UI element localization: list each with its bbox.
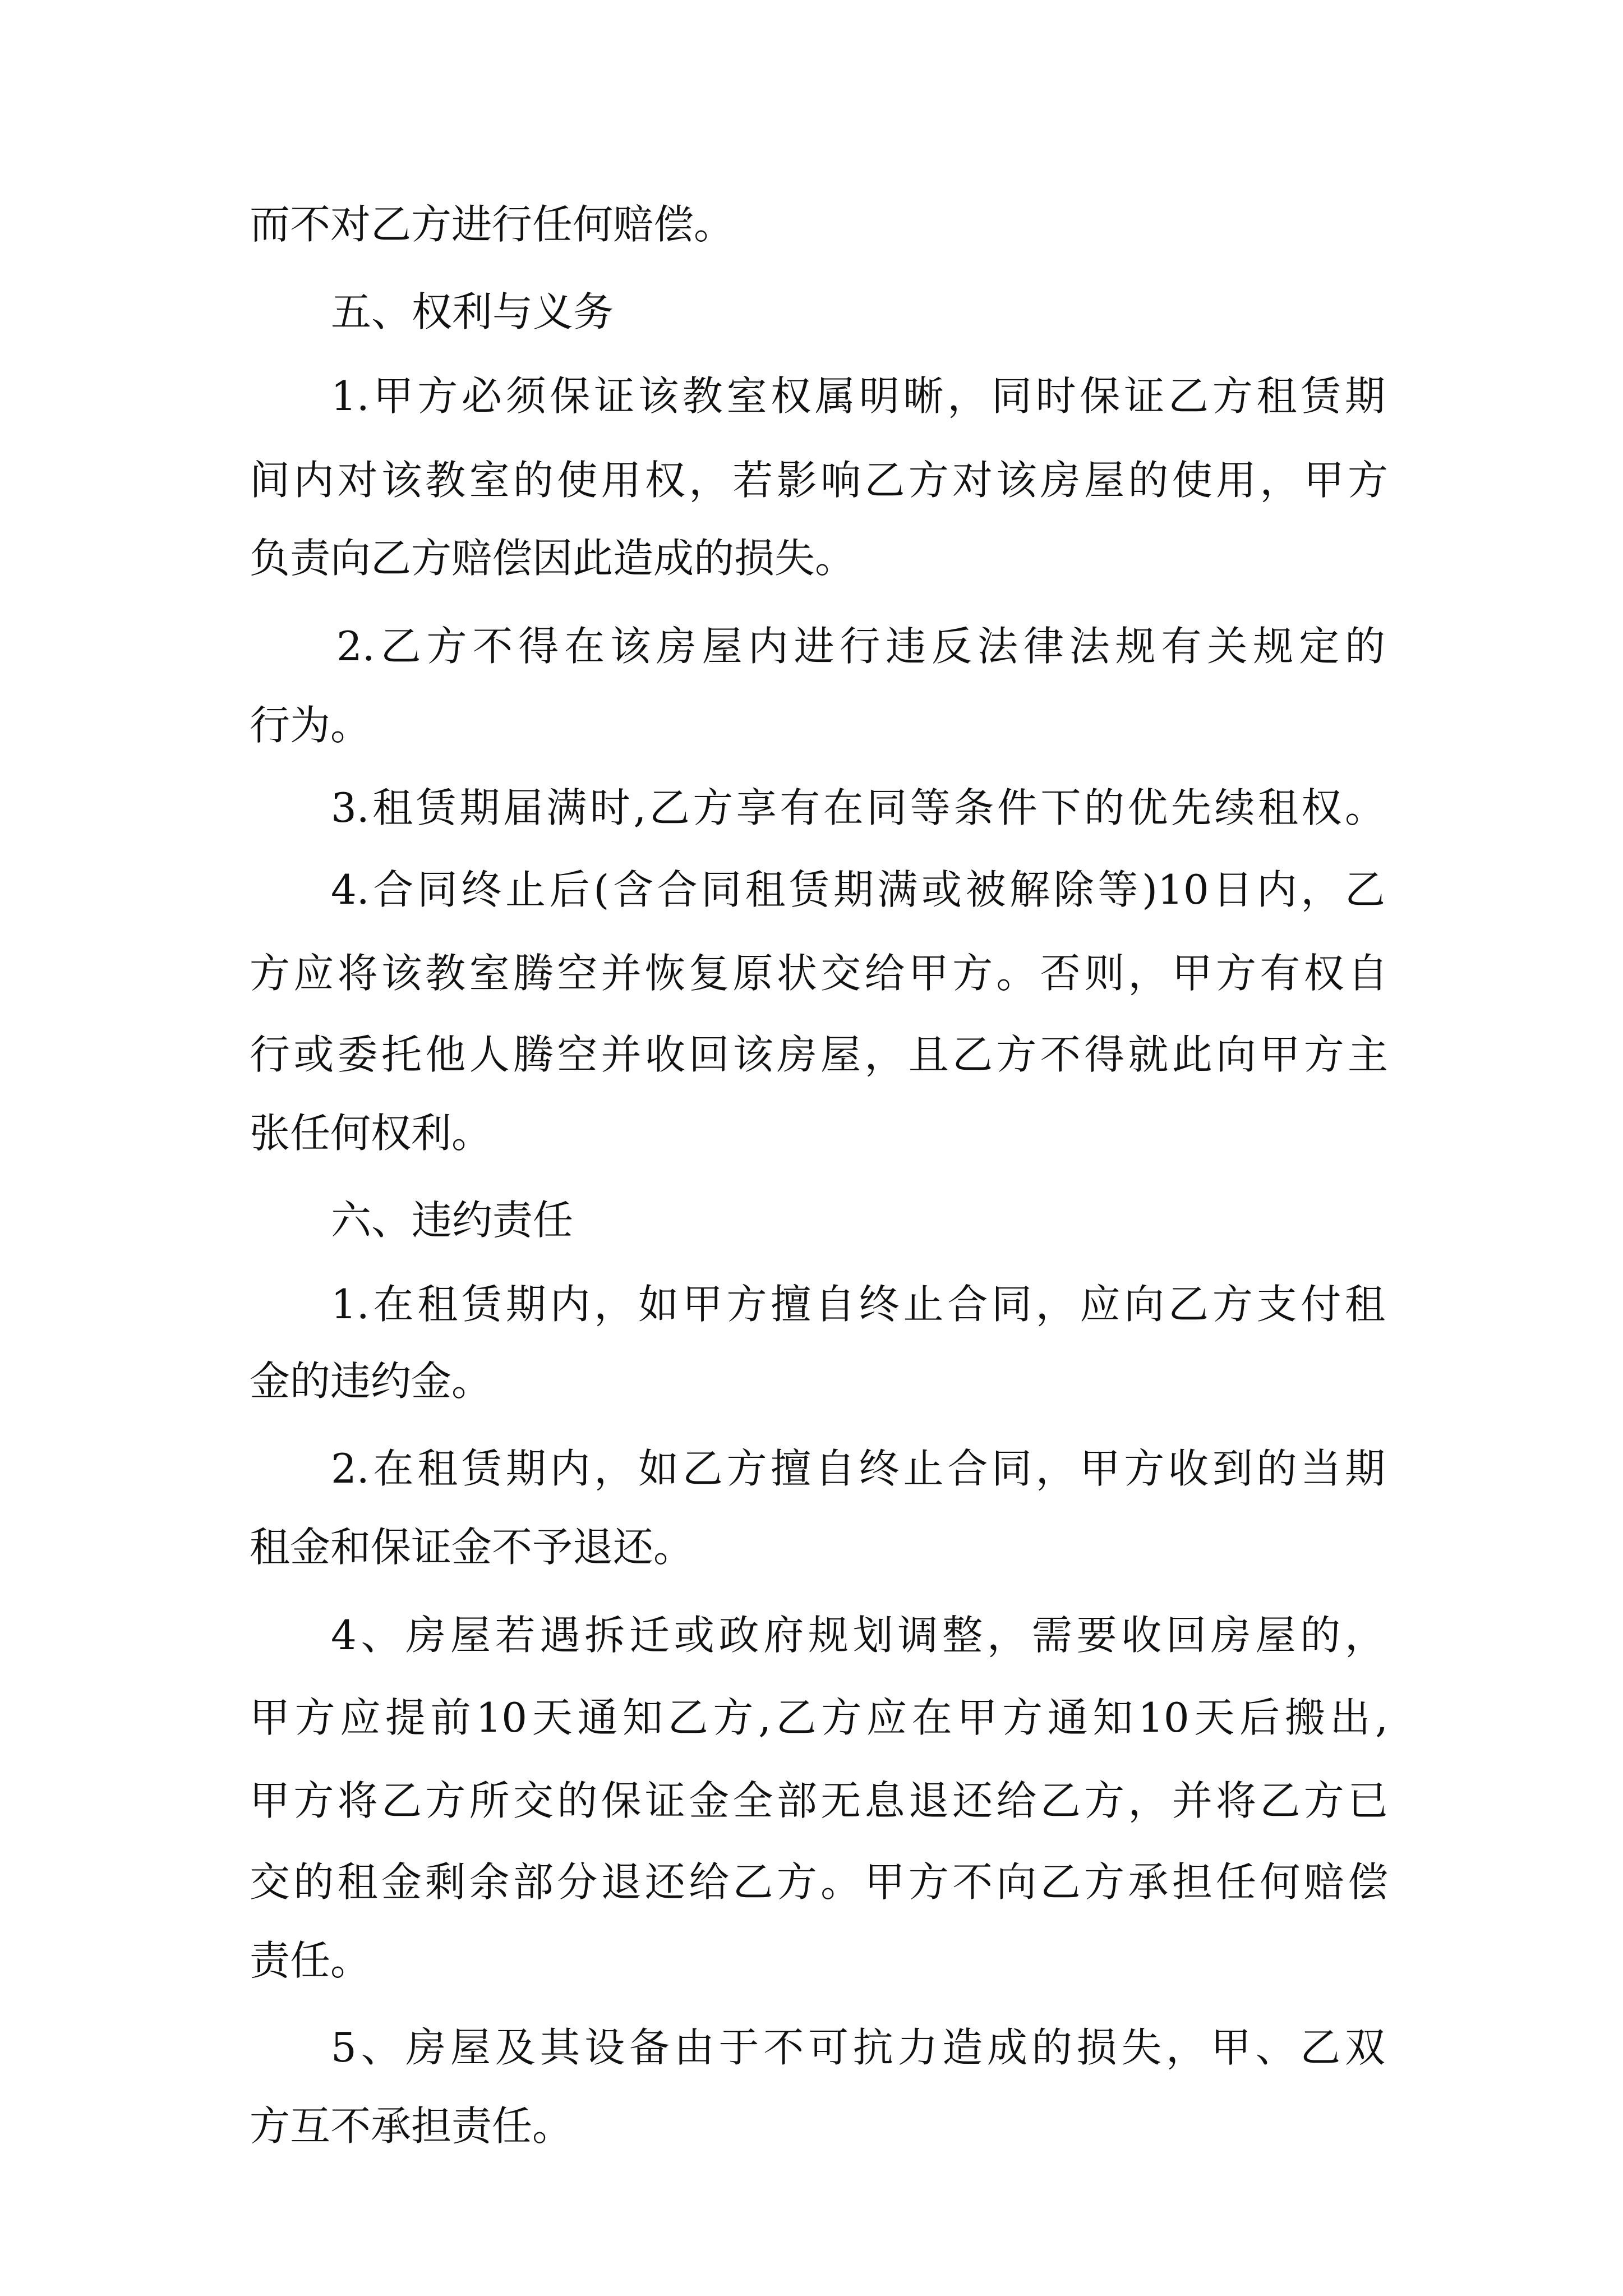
text-line: 租金和保证金不予退还。 (250, 1524, 694, 1571)
text-line: 甲方应提前10天通知乙方,乙方应在甲方通知10天后搬出, (250, 1694, 1388, 1741)
text-line: 5、房屋及其设备由于不可抗力造成的损失，甲、乙双 (331, 2024, 1385, 2071)
text-line: 甲方将乙方所交的保证金全部无息退还给乙方，并将乙方已 (250, 1777, 1388, 1824)
text-line: 方互不承担责任。 (250, 2102, 573, 2150)
text-line: 责任。 (250, 1937, 371, 1984)
section-heading: 五、权利与义务 (331, 288, 614, 335)
text-line: 3.租赁期届满时,乙方享有在同等条件下的优先续租权。 (331, 784, 1385, 831)
text-line: 方应将该教室腾空并恢复原状交给甲方。否则，甲方有权自 (250, 950, 1388, 997)
text-line: 而不对乙方进行任何赔偿。 (250, 201, 735, 248)
text-line: 4.合同终止后(含合同租赁期满或被解除等)10日内，乙 (331, 866, 1385, 913)
text-line: 张任何权利。 (250, 1110, 492, 1157)
text-line: 2.在租赁期内，如乙方擅自终止合同，甲方收到的当期 (331, 1445, 1385, 1492)
text-line: 1.在租赁期内，如甲方擅自终止合同，应向乙方支付租 (331, 1281, 1385, 1328)
text-line: 行或委托他人腾空并收回该房屋，且乙方不得就此向甲方主 (250, 1031, 1388, 1078)
text-line: 间内对该教室的使用权，若影响乙方对该房屋的使用，甲方 (250, 457, 1388, 504)
text-line: 交的租金剩余部分退还给乙方。甲方不向乙方承担任何赔偿 (250, 1858, 1388, 1906)
text-line: 1.甲方必须保证该教室权属明晰，同时保证乙方租赁期 (331, 372, 1385, 420)
section-heading: 六、违约责任 (331, 1197, 574, 1244)
text-line: 2.乙方不得在该房屋内进行违反法律法规有关规定的 (336, 623, 1385, 670)
text-line: 金的违约金。 (250, 1358, 492, 1405)
text-line: 行为。 (250, 702, 371, 749)
text-line: 负责向乙方赔偿因此造成的损失。 (250, 535, 856, 582)
text-line: 4、房屋若遇拆迁或政府规划调整，需要收回房屋的， (331, 1612, 1385, 1659)
